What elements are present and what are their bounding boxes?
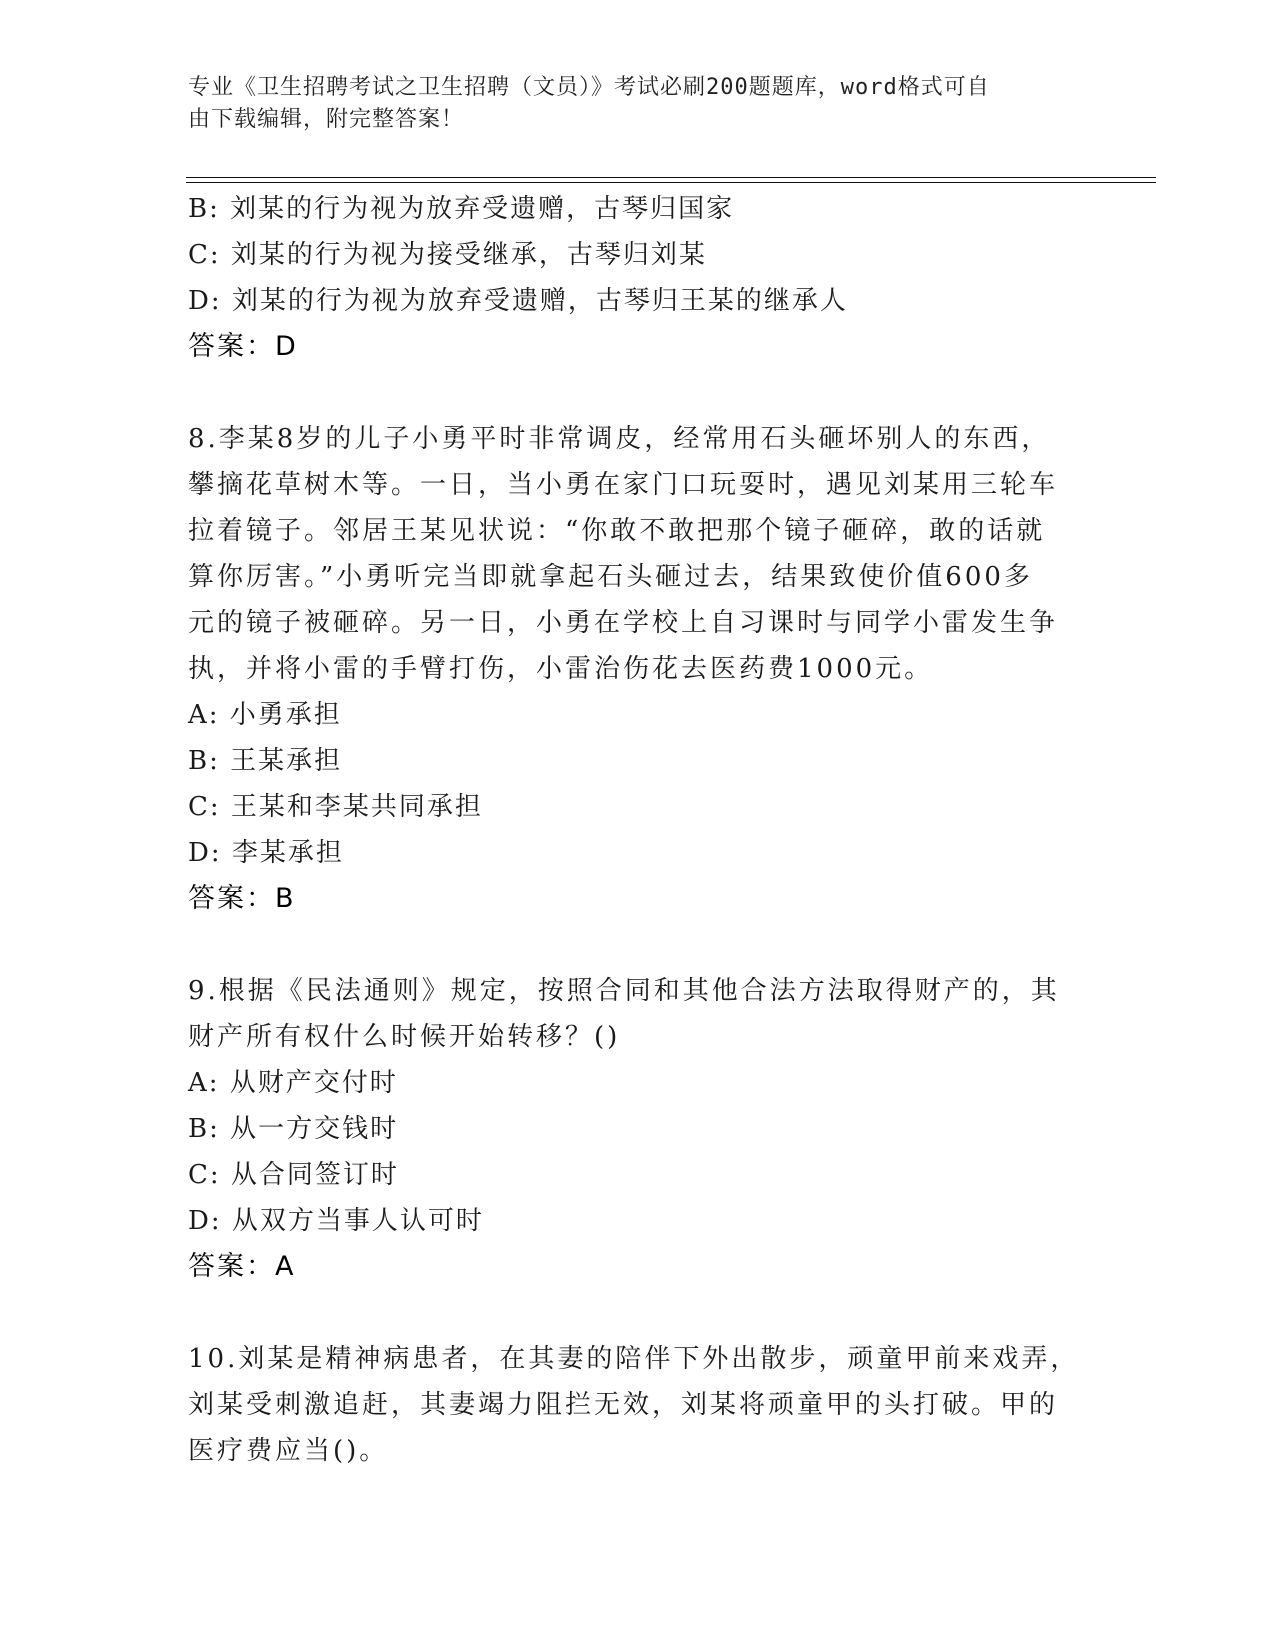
question-9-option-b: B: 从一方交钱时	[188, 1114, 399, 1144]
question-9-option-c: C: 从合同签订时	[188, 1160, 399, 1190]
question-8-option-c: C: 王某和李某共同承担	[188, 792, 483, 822]
question-10-block	[188, 1336, 1080, 1474]
question-9-line: 财产所有权什么时候开始转移？()	[188, 1022, 621, 1052]
question-10-line: 医疗费应当()。	[188, 1436, 389, 1466]
prev-question-block	[188, 186, 1068, 370]
spacer	[188, 922, 1068, 968]
question-10-line: 10.刘某是精神病患者，在其妻的陪伴下外出散步，顽童甲前来戏弄，	[188, 1344, 1080, 1374]
question-8-line: 攀摘花草树木等。一日，当小勇在家门口玩耍时，遇见刘某用三轮车	[188, 470, 1059, 500]
prev-option-d: D: 刘某的行为视为放弃受遗赠，古琴归王某的继承人	[188, 286, 848, 316]
question-8-line: 执，并将小雷的手臂打伤，小雷治伤花去医药费1000元。	[188, 654, 934, 684]
question-8-option-b: B: 王某承担	[188, 746, 343, 776]
prev-answer: 答案：D	[188, 331, 298, 362]
question-9-block	[188, 968, 1068, 1290]
spacer	[188, 1290, 1068, 1336]
header-line-2: 由下载编辑，附完整答案！	[188, 107, 465, 132]
question-8-line: 元的镜子被砸碎。另一日，小勇在学校上自习课时与同学小雷发生争	[188, 608, 1059, 638]
question-8-text	[188, 416, 1068, 692]
document-header	[188, 72, 1068, 136]
question-9-option-a: A: 从财产交付时	[188, 1068, 398, 1098]
prev-option-b: B: 刘某的行为视为放弃受遗赠，古琴归国家	[188, 194, 735, 224]
question-8-line: 拉着镜子。邻居王某见状说：“你敢不敢把那个镜子砸碎，敢的话就	[188, 516, 1046, 546]
header-divider-top	[186, 177, 1156, 178]
question-9-option-d: D: 从双方当事人认可时	[188, 1206, 484, 1236]
header-divider-bottom	[186, 182, 1156, 183]
spacer	[188, 370, 1068, 416]
question-10-line: 刘某受刺激追赶，其妻竭力阻拦无效，刘某将顽童甲的头打破。甲的	[188, 1390, 1059, 1420]
question-9-line: 9.根据《民法通则》规定，按照合同和其他合法方法取得财产的，其	[188, 976, 1060, 1006]
question-8-option-d: D: 李某承担	[188, 838, 344, 868]
question-8-block	[188, 416, 1068, 922]
question-8-line: 8.李某8岁的儿子小勇平时非常调皮，经常用石头砸坏别人的东西，	[188, 424, 1051, 454]
question-8-option-a: A: 小勇承担	[188, 700, 342, 730]
question-9-text	[188, 968, 1068, 1060]
header-line-1: 专业《卫生招聘考试之卫生招聘（文员）》考试必刷200题题库，word格式可自	[188, 75, 990, 100]
question-10-text	[188, 1336, 1080, 1474]
prev-option-c: C: 刘某的行为视为接受继承，古琴归刘某	[188, 240, 707, 270]
question-8-line: 算你厉害。”小勇听完当即就拿起石头砸过去，结果致使价值600多	[188, 562, 1033, 592]
question-8-answer: 答案：B	[188, 883, 296, 914]
question-content	[188, 186, 1080, 1474]
question-9-answer: 答案：A	[188, 1251, 296, 1282]
